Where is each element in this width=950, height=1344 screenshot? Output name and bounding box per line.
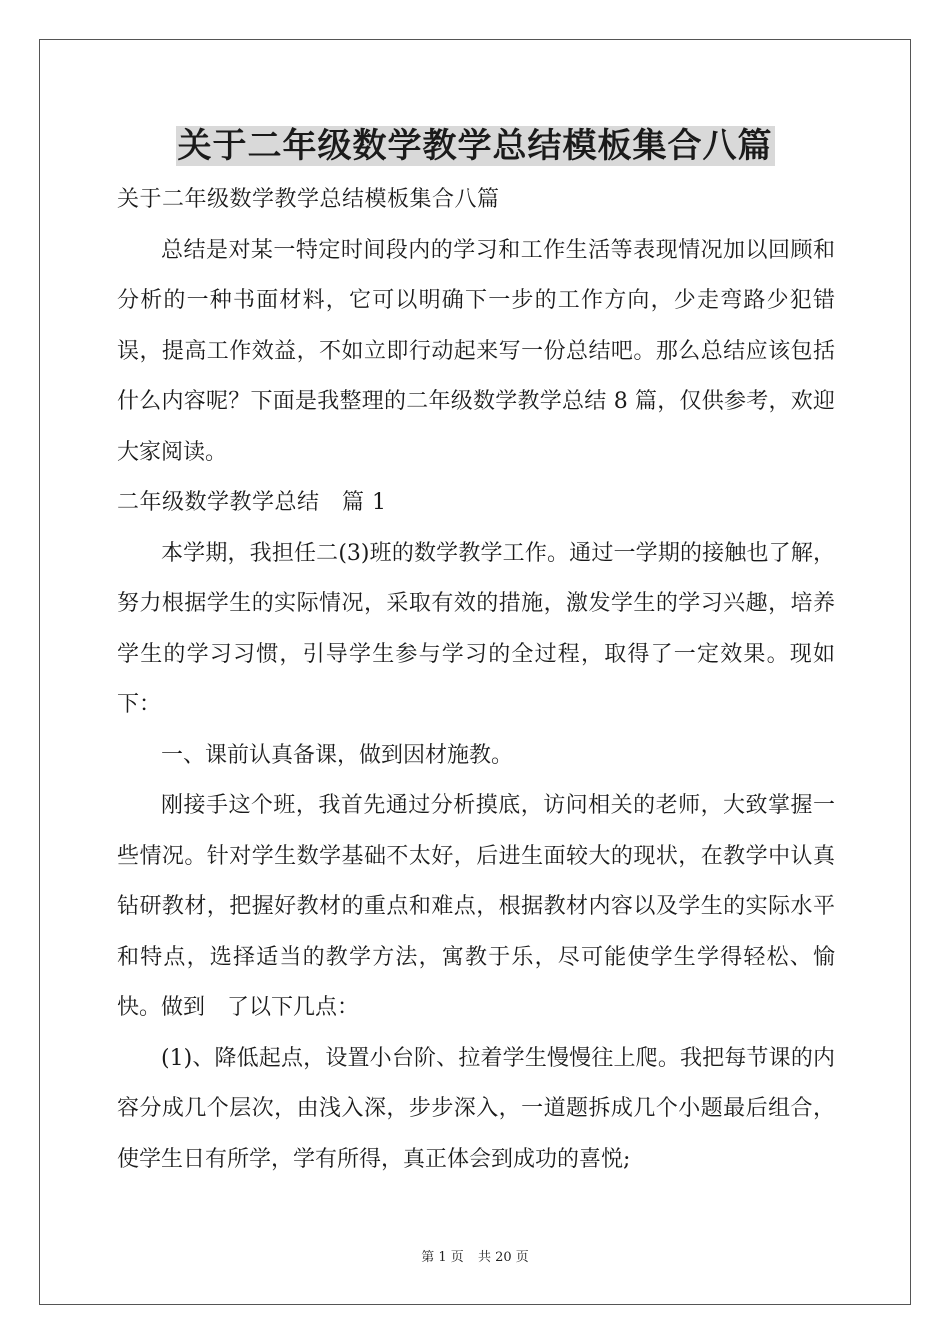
- page-total: 共 20 页: [477, 1250, 529, 1265]
- body-paragraph: (1)、降低起点，设置小台阶、拉着学生慢慢往上爬。我把每节课的内容分成几个层次，由浅入深，步步深入，一道题拆成几个小题最后组合，使学生日有所学，学有所得，真正体会到成功的喜悦;: [117, 1045, 835, 1172]
- document-body: [117, 175, 835, 1185]
- body-paragraph: 刚接手这个班，我首先通过分析摸底，访问相关的老师，大致掌握一些情况。针对学生数学基础不太好，后进生面较大的现状，在教学中认真钻研教材，把握好教材的重点和难点，根据教材内容以及学生的实际水平和特点，选择适当的教学方法，寓教于乐，尽可能使学生学得轻松、愉快。做到 了以下几点：: [117, 793, 835, 1020]
- section-heading: 二年级数学教学总结 篇 1: [117, 490, 387, 515]
- page-number: 第 1 页: [421, 1250, 464, 1265]
- page-footer: [0, 1246, 950, 1265]
- document-title: [0, 120, 950, 172]
- intro-paragraph: 总结是对某一特定时间段内的学习和工作生活等表现情况加以回顾和分析的一种书面材料，它可以明确下一步的工作方向，少走弯路少犯错误，提高工作效益，不如立即行动起来写一份总结吧。那么总结应该包括什么内容呢？下面是我整理的二年级数学教学总结 8 篇，仅供参考，欢迎大家阅读。: [117, 237, 835, 465]
- document-title-text: 关于二年级数学教学总结模板集合八篇: [177, 126, 773, 166]
- point-heading: 一、课前认真备课，做到因材施教。: [161, 742, 514, 768]
- document-subtitle: 关于二年级数学教学总结模板集合八篇: [117, 187, 500, 212]
- body-paragraph: 本学期，我担任二(3)班的数学教学工作。通过一学期的接触也了解，努力根据学生的实际情况，采取有效的措施，激发学生的学习兴趣，培养学生的学习习惯，引导学生参与学习的全过程，取得了一定效果。现如下：: [117, 540, 835, 717]
